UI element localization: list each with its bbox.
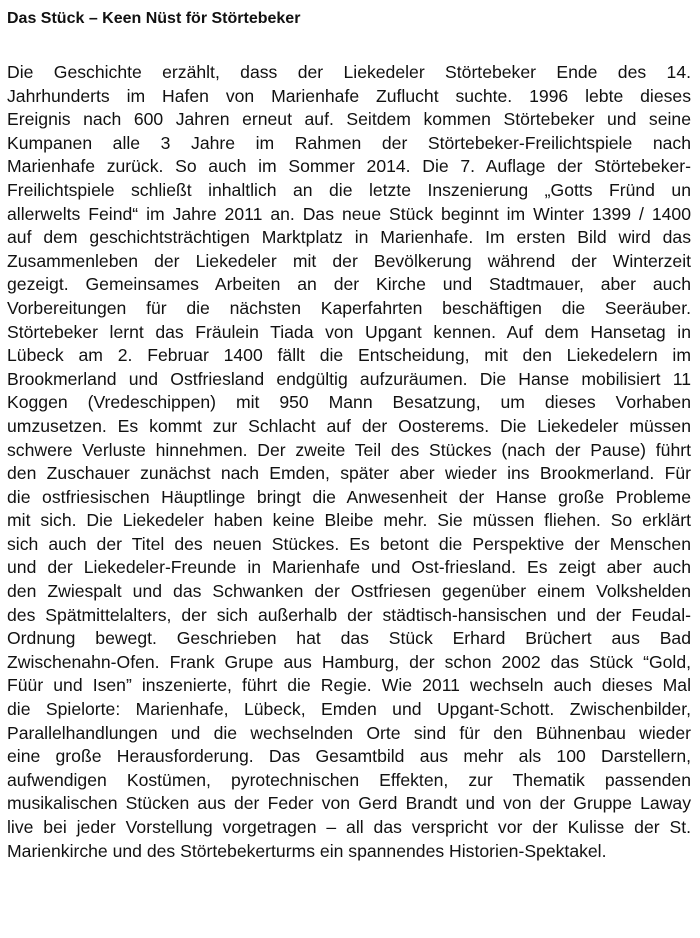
body-line: gezeigt. Gemeinsames Arbeiten an der Kirche und Stadtmauer, aber auch [7, 274, 691, 295]
body-line: schwere Verluste hinnehmen. Der zweite Teil des Stückes (nach der Pause) führt [7, 439, 691, 460]
body-line: sich auch der Titel des neuen Stückes. Es betont die Perspektive der Menschen [7, 533, 691, 554]
body-line: aufwendigen Kostümen, pyrotechnischen Effekten, zur Thematik passenden [7, 769, 691, 790]
body-line: eine große Herausforderung. Das Gesamtbild aus mehr als 100 Darstellern, [7, 746, 691, 767]
body-line: allerwelts Feind“ im Jahre 2011 an. Das neue Stück beginnt im Winter 1399 / 1400 [7, 203, 691, 224]
body-line: Die Geschichte erzählt, dass der Liekedeler Störtebeker Ende des 14. [7, 62, 691, 82]
document-body [7, 61, 691, 863]
body-line: Parallelhandlungen und die wechselnden Orte sind für den Bühnenbau wieder [7, 722, 691, 743]
body-line: Koggen (Vredeschippen) mit 950 Mann Besatzung, um dieses Vorhaben [7, 392, 691, 413]
body-line: Störtebeker lernt das Fräulein Tiada von Upgant kennen. Auf dem Hansetag in [7, 321, 691, 342]
document-title: Das Stück – Keen Nüst för Störtebeker [7, 10, 301, 27]
body-line: musikalischen Stücken aus der Feder von Gerd Brandt und von der Gruppe Laway [7, 793, 691, 814]
body-line: und der Liekedeler-Freunde in Marienhafe und Ost-friesland. Es zeigt aber auch [7, 557, 691, 578]
body-line: den Zwiespalt und das Schwanken der Ostfriesen gegenüber einem Volkshelden [7, 581, 691, 602]
body-line: des Spätmittelalters, der sich außerhalb der städtisch-hansischen und der Feudal- [7, 604, 691, 625]
body-line: Marienkirche und des Störtebekerturms ein spannendes Historien-Spektakel. [7, 840, 607, 861]
body-line: umzusetzen. Es kommt zur Schlacht auf der Oosterems. Die Liekedeler müssen [7, 415, 691, 436]
body-line: Marienhafe zurück. So auch im Sommer 2014. Die 7. Auflage der Störtebeker- [7, 156, 691, 177]
body-line: Lübeck am 2. Februar 1400 fällt die Entscheidung, mit den Liekedelern im [7, 345, 691, 366]
body-line: Freilichtspiele schließt inhaltlich an die letzte Inszenierung „Gotts Fründ un [7, 179, 691, 200]
body-line: Ereignis nach 600 Jahren erneut auf. Seitdem kommen Störtebeker und seine [7, 109, 691, 130]
body-line: Zwischenahn-Ofen. Frank Grupe aus Hamburg, der schon 2002 das Stück “Gold, [7, 651, 691, 672]
document-page [7, 8, 691, 863]
body-line: Vorbereitungen für die nächsten Kaperfahrten beschäftigen die Seeräuber. [7, 297, 691, 318]
body-line: live bei jeder Vorstellung vorgetragen – all das verspricht vor der Kulisse der St. [7, 817, 691, 837]
body-line: Kumpanen alle 3 Jahre im Rahmen der Störtebeker-Freilichtspiele nach [7, 132, 691, 153]
body-line: Brookmerland und Ostfriesland endgültig aufzuräumen. Die Hanse mobilisiert 11 [7, 368, 691, 389]
body-line: mit sich. Die Liekedeler haben keine Bleibe mehr. Sie müssen fliehen. So erklärt [7, 510, 691, 531]
body-line: Jahrhunderts im Hafen von Marienhafe Zuflucht suchte. 1996 lebte dieses [7, 85, 691, 106]
body-line: Zusammenleben der Liekedeler mit der Bevölkerung während der Winterzeit [7, 250, 691, 271]
body-line: die Spielorte: Marienhafe, Lübeck, Emden und Upgant-Schott. Zwischenbilder, [7, 699, 691, 720]
body-line: Füür und Isen” inszenierte, führt die Regie. Wie 2011 wechseln auch dieses Mal [7, 675, 691, 696]
body-line: die ostfriesischen Häuptlinge bringt die Anwesenheit der Hanse große Probleme [7, 486, 691, 507]
body-line: Ordnung bewegt. Geschrieben hat das Stück Erhard Brüchert aus Bad [7, 628, 691, 649]
body-line: den Zuschauer zunächst nach Emden, später aber wieder ins Brookmerland. Für [7, 463, 691, 484]
body-line: auf dem geschichtsträchtigen Marktplatz in Marienhafe. Im ersten Bild wird das [7, 227, 691, 248]
